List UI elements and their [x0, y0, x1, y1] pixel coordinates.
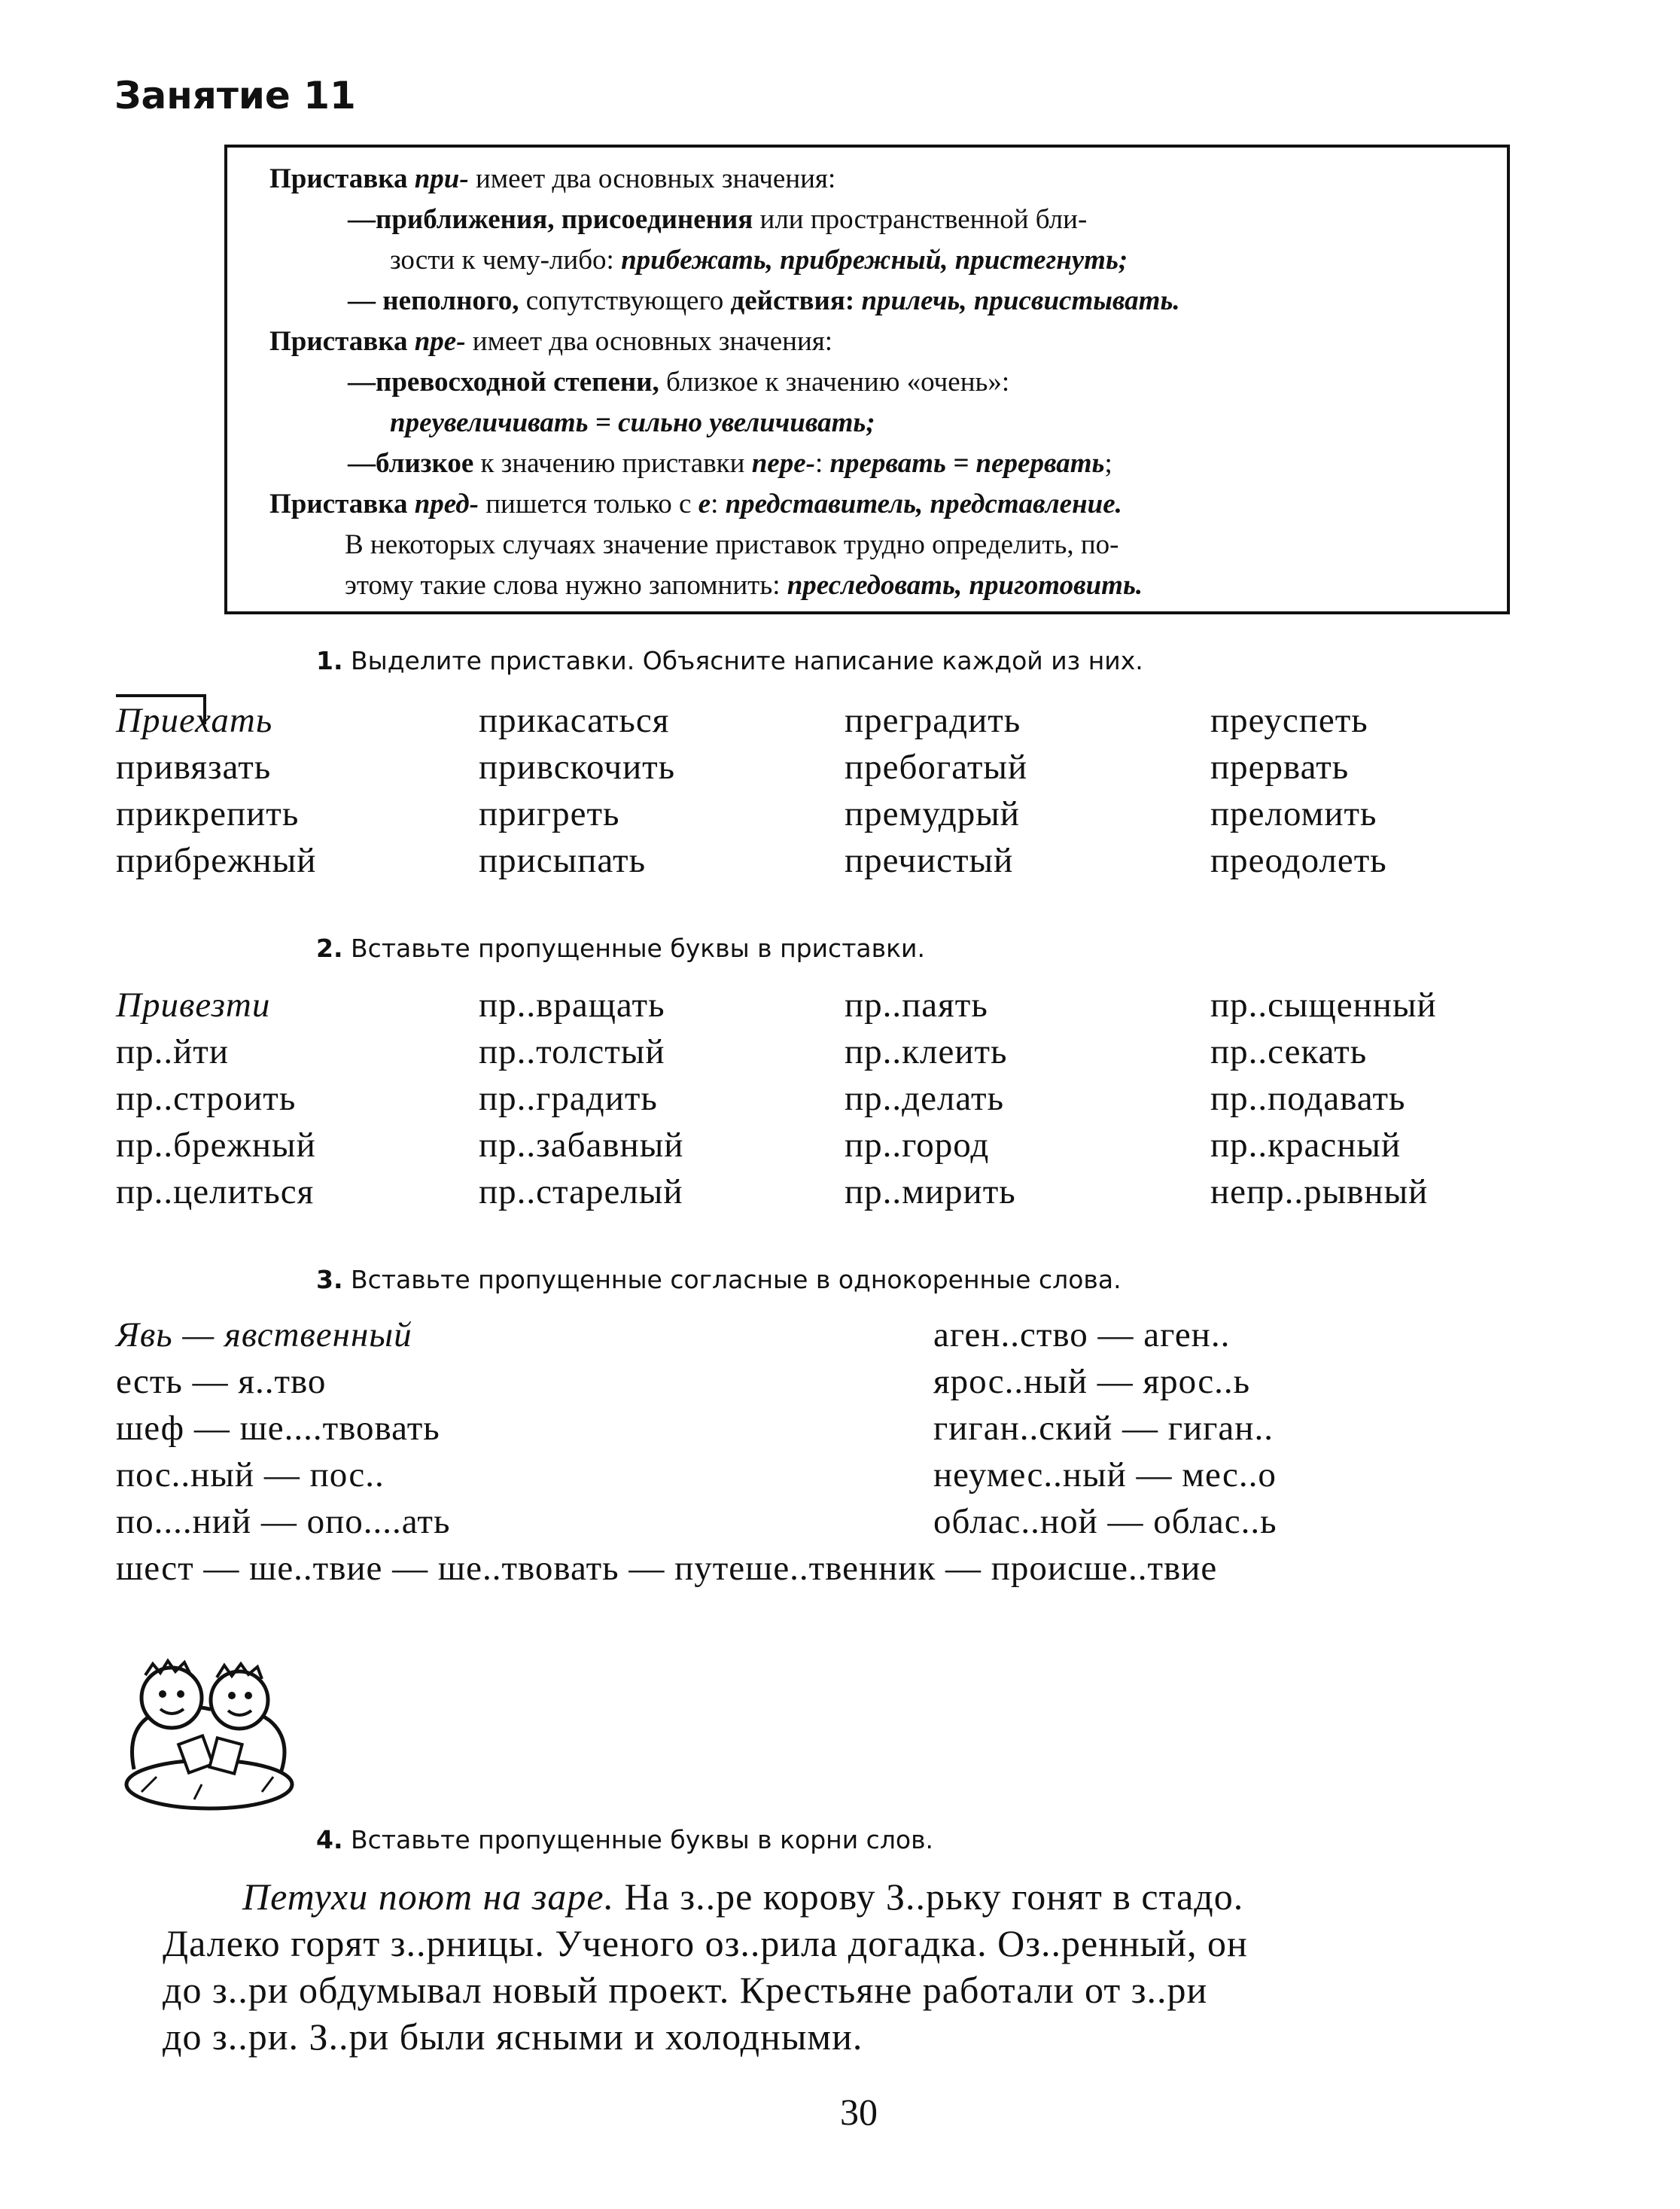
rule-line-2: —приближения, присоединения или пространственной бли- — [348, 204, 1088, 235]
task3-right-item: гиган..ский — гиган.. — [933, 1409, 1274, 1448]
task4-line-2: Далеко горят з..рницы. Ученого оз..рила догадка. Оз..ренный, он — [163, 1922, 1248, 1964]
page-number: 30 — [840, 2091, 878, 2133]
task2-instruction: 2. Вставьте пропущенные буквы в приставки. — [316, 934, 925, 963]
task2-word: пр..паять — [845, 986, 988, 1025]
task3-instruction: 3. Вставьте пропущенные согласные в однокоренные слова. — [316, 1265, 1122, 1294]
task1-word: прибрежный — [116, 841, 317, 880]
rule-line-3: зости к чему-либо: прибежать, прибрежный, пристегнуть; — [390, 245, 1128, 276]
task1-word: преодолеть — [1210, 841, 1387, 880]
rule-line-6: —превосходной степени, близкое к значению «очень»: — [348, 367, 1010, 398]
task1-word: пребогатый — [845, 748, 1028, 787]
task2-word: пр..брежный — [116, 1126, 316, 1165]
task2-word: пр..толстый — [479, 1032, 665, 1071]
task4-line-1: Петухи поют на заре. На з..ре корову З..рьку гонят в стадо. — [242, 1875, 1244, 1918]
task1-word: преуспеть — [1210, 701, 1368, 740]
task3-left-item: по....ний — опо....ать — [116, 1502, 451, 1541]
task1-instruction: 1. Выделите приставки. Объясните написание каждой из них. — [316, 646, 1143, 675]
rule-line-9: Приставка пред- пишется только с е: представитель, представление. — [269, 489, 1122, 519]
task2-word: пр..делать — [845, 1079, 1004, 1118]
task2-word: пр..подавать — [1210, 1079, 1406, 1118]
task3-left-item: шеф — ше....твовать — [116, 1409, 440, 1448]
task1-word: присыпать — [479, 841, 647, 880]
task3-last-line: шест — ше..твие — ше..твовать — путеше..твенник — происше..твие — [116, 1549, 1218, 1588]
task1-word: преломить — [1210, 794, 1377, 833]
task1-word: прервать — [1210, 748, 1350, 787]
task1-word: премудрый — [845, 794, 1020, 833]
task3-left-item: есть — я..тво — [116, 1362, 327, 1401]
task3-right-item: ярос..ный — ярос..ь — [933, 1362, 1251, 1401]
task4-instruction: 4. Вставьте пропущенные буквы в корни слов. — [316, 1825, 934, 1854]
rule-line-1: Приставка при- имеет два основных значения: — [269, 163, 836, 194]
task1-word: пречистый — [845, 841, 1014, 880]
task2-word: пр..йти — [116, 1032, 229, 1071]
task3-left-item: пос..ный — пос.. — [116, 1455, 385, 1495]
task1-word: преградить — [845, 701, 1021, 740]
task3-right-item: облас..ной — облас..ь — [933, 1502, 1277, 1541]
task2-word: пр..целиться — [116, 1172, 315, 1211]
rule-line-11: этому такие слова нужно запомнить: преследовать, приготовить. — [345, 570, 1143, 601]
task2-word: пр..забавный — [479, 1126, 684, 1165]
rule-line-8: —близкое к значению приставки пере-: прервать = перервать; — [348, 448, 1112, 479]
task2-word: пр..градить — [479, 1079, 658, 1118]
task2-word: пр..вращать — [479, 986, 665, 1025]
rule-line-4: — неполного, сопутствующего действия: прилечь, присвистывать. — [348, 285, 1180, 316]
task2-word: пр..сыщенный — [1210, 986, 1437, 1025]
task2-word: пр..красный — [1210, 1126, 1402, 1165]
task2-word: пр..клеить — [845, 1032, 1008, 1071]
task3-left-item: Явь — явственный — [116, 1315, 412, 1354]
rule-box — [224, 145, 1510, 614]
rule-line-5: Приставка пре- имеет два основных значения: — [269, 326, 833, 357]
task2-word: пр..мирить — [845, 1172, 1016, 1211]
task4-line-4: до з..ри. З..ри были ясными и холодными. — [163, 2016, 863, 2058]
task1-word: привязать — [116, 748, 272, 787]
page-title: Занятие 11 — [114, 74, 356, 117]
task2-word: непр..рывный — [1210, 1172, 1429, 1211]
cartoon-illustration — [111, 1656, 307, 1811]
task2-word: пр..город — [845, 1126, 990, 1165]
task1-word: прикрепить — [116, 794, 300, 833]
task2-word: пр..строить — [116, 1079, 297, 1118]
task3-right-item: неумес..ный — мес..о — [933, 1455, 1277, 1495]
rule-line-10: В некоторых случаях значение приставок трудно определить, по- — [345, 529, 1119, 560]
prefix-mark — [116, 694, 206, 697]
task2-word: пр..старелый — [479, 1172, 683, 1211]
task2-word: пр..секать — [1210, 1032, 1368, 1071]
task1-word: Приехать — [116, 701, 273, 740]
task2-word: Привезти — [116, 986, 271, 1025]
task1-word: пригреть — [479, 794, 620, 833]
task3-right-item: аген..ство — аген.. — [933, 1315, 1231, 1354]
task4-line-3: до з..ри обдумывал новый проект. Крестьяне работали от з..ри — [163, 1969, 1208, 2011]
task1-word: прикасаться — [479, 701, 670, 740]
rule-line-7: преувеличивать = сильно увеличивать; — [390, 407, 875, 438]
task1-word: привскочить — [479, 748, 676, 787]
